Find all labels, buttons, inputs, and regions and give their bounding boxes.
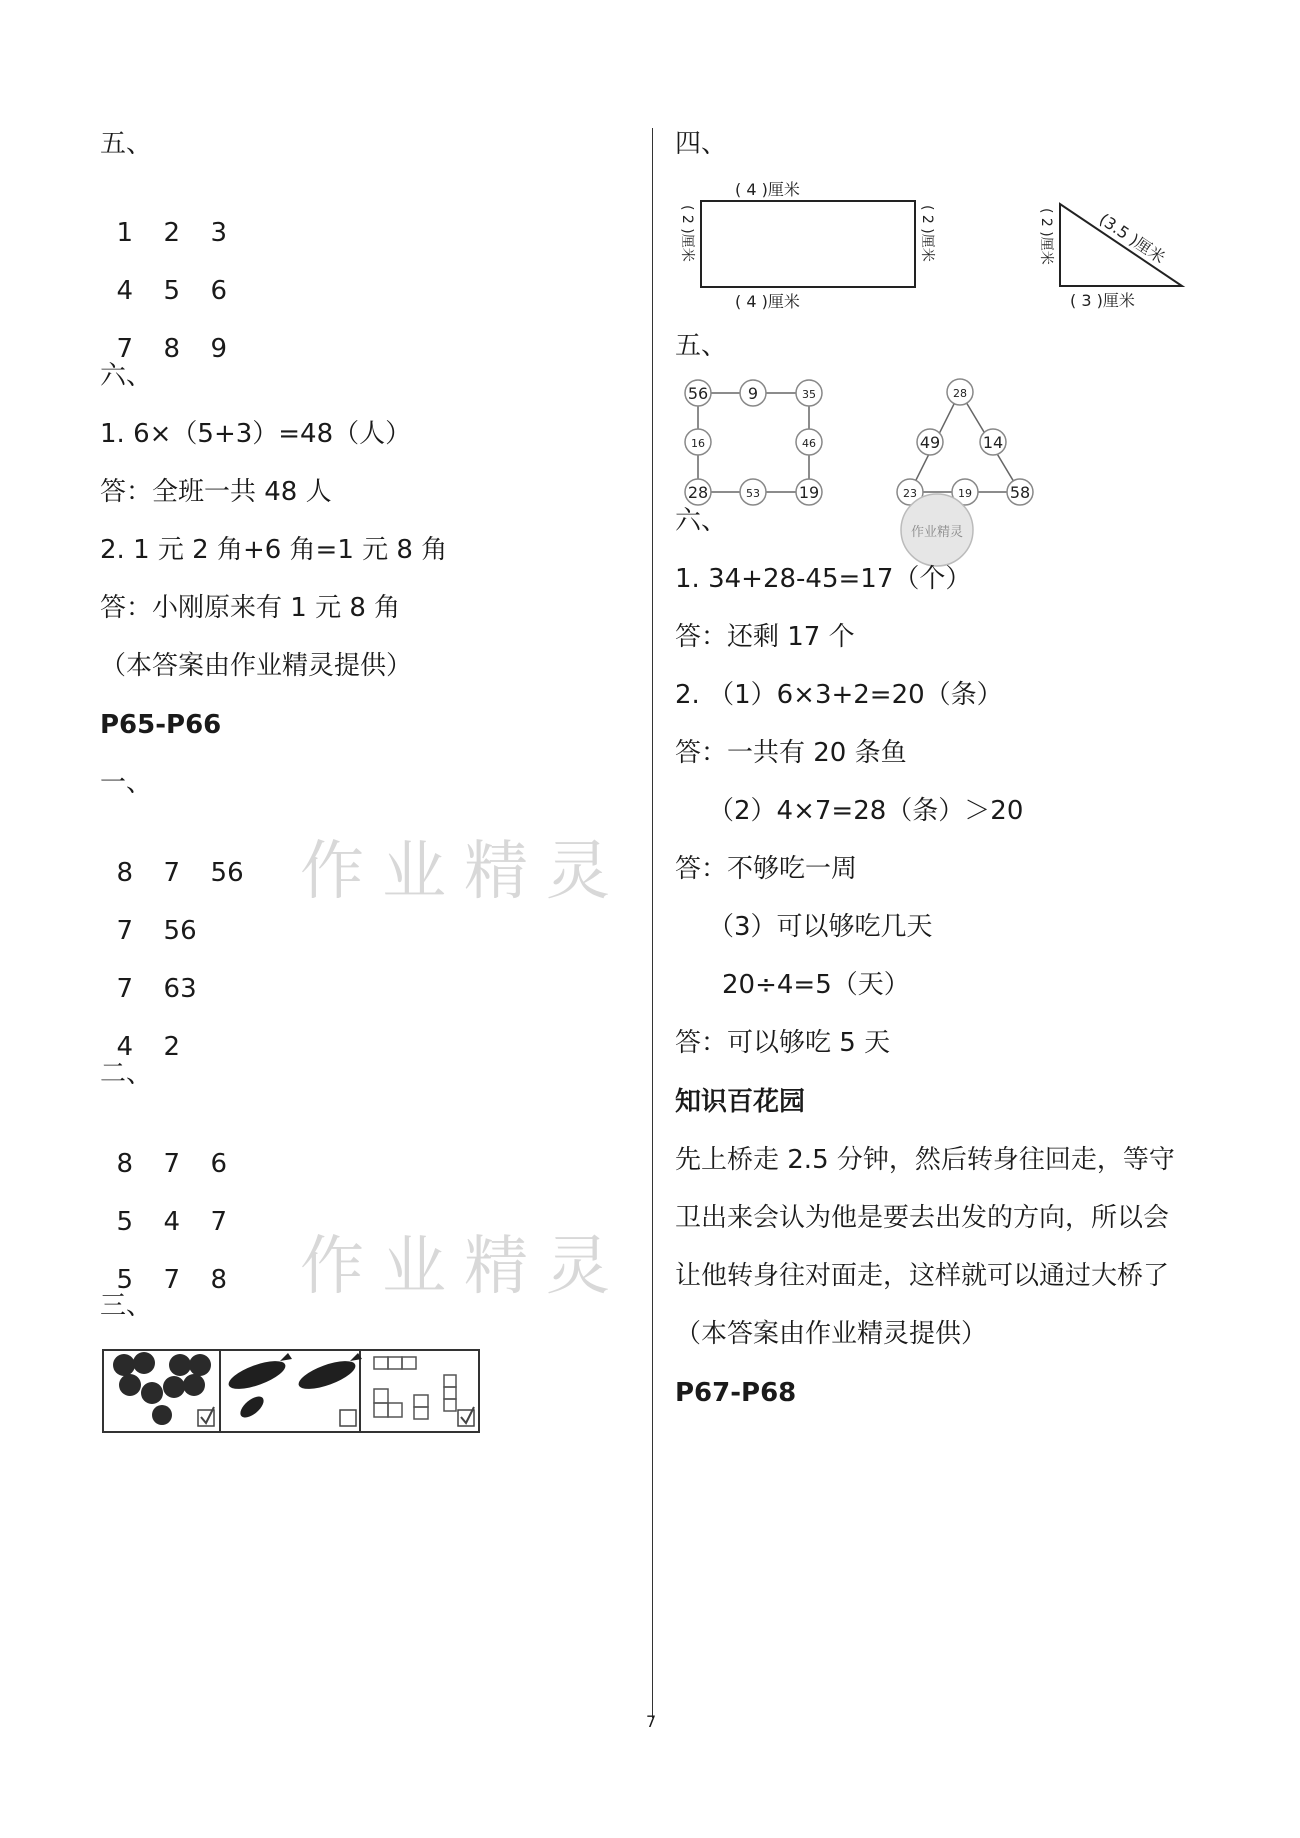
left-wu-row <box>100 301 227 365</box>
number-label: 19 <box>958 487 972 500</box>
cell: 3 <box>210 218 228 248</box>
zhishi-title: 知识百花园 <box>675 1087 806 1117</box>
left-wu-row <box>100 243 227 307</box>
answer-line: 答：可以够吃 5 天 <box>675 1028 891 1058</box>
answer-line: 1. 6×（5+3）=48（人） <box>100 419 412 449</box>
tri-hyp-label: (3.5 )厘米 <box>1095 209 1169 268</box>
left-yi-row <box>100 825 244 889</box>
answer-line: 1. 34+28-45=17（个） <box>675 564 972 594</box>
page-number: 7 <box>646 1712 657 1731</box>
left-yi-row <box>100 883 197 947</box>
triangle-figure <box>1030 190 1210 320</box>
strawberries-icon <box>113 1352 211 1425</box>
rect-right-label: ( 2 )厘米 <box>919 205 935 262</box>
number-label: 28 <box>687 483 709 502</box>
cell: 7 <box>163 1149 181 1179</box>
next-section-title: P67-P68 <box>675 1378 797 1408</box>
cell: 63 <box>163 974 197 1004</box>
answer-line: （2）4×7=28（条）＞20 <box>708 796 1024 826</box>
cell: 5 <box>116 1265 134 1295</box>
left-san-heading: 三、 <box>100 1291 153 1321</box>
cell: 4 <box>116 276 134 306</box>
cell: 9 <box>210 334 228 364</box>
rectangle-figure <box>675 175 945 315</box>
answer-line: 答：还剩 17 个 <box>675 622 855 652</box>
cell: 4 <box>163 1207 181 1237</box>
san-figure <box>102 1345 482 1435</box>
left-er-row <box>100 1174 227 1238</box>
cell: 7 <box>116 916 134 946</box>
answer-line: （3）可以够吃几天 <box>708 912 933 942</box>
cell: 8 <box>116 1149 134 1179</box>
answer-line: 答：不够吃一周 <box>675 854 858 884</box>
right-si-heading: 四、 <box>675 129 728 159</box>
cell: 8 <box>163 334 181 364</box>
left-wu-row <box>100 185 227 249</box>
answer-line: 2. 1 元 2 角+6 角=1 元 8 角 <box>100 535 448 565</box>
column-divider <box>652 128 653 1718</box>
cell: 56 <box>210 858 244 888</box>
left-er-heading: 二、 <box>100 1059 153 1089</box>
cell: 2 <box>163 218 181 248</box>
tri-bottom-label: ( 3 )厘米 <box>1070 291 1135 310</box>
left-yi-row <box>100 941 197 1005</box>
section-title: P65-P66 <box>100 710 222 740</box>
number-label: 49 <box>919 433 941 452</box>
stamp-text: 作业精灵 <box>910 525 964 540</box>
answer-line: 答：一共有 20 条鱼 <box>675 738 907 768</box>
left-yi-row <box>100 999 180 1063</box>
check-box <box>340 1410 356 1426</box>
left-yi-heading: 一、 <box>100 768 153 798</box>
cell: 5 <box>163 276 181 306</box>
number-label: 46 <box>802 437 816 450</box>
number-label: 16 <box>691 437 705 450</box>
number-label: 58 <box>1009 483 1031 502</box>
cell: 5 <box>116 1207 134 1237</box>
paragraph-line: 先上桥走 2.5 分钟，然后转身往回走，等守 <box>675 1145 1175 1175</box>
number-label: 23 <box>903 487 917 500</box>
number-label: 56 <box>687 384 709 403</box>
answer-line: 20÷4=5（天） <box>722 970 910 1000</box>
cell: 6 <box>210 1149 228 1179</box>
rect-left-label: ( 2 )厘米 <box>679 205 695 262</box>
answer-line: 2. （1）6×3+2=20（条） <box>675 680 1003 710</box>
cell: 1 <box>116 218 134 248</box>
number-label: 35 <box>802 388 816 401</box>
number-label: 53 <box>746 487 760 500</box>
cell: 7 <box>163 858 181 888</box>
cubes-icon <box>374 1357 456 1419</box>
rect-top-label: ( 4 )厘米 <box>735 180 800 199</box>
credit-line: （本答案由作业精灵提供） <box>675 1319 988 1349</box>
left-er-row <box>100 1116 227 1180</box>
paragraph-line: 让他转身往对面走，这样就可以通过大桥了 <box>675 1261 1170 1291</box>
cell: 7 <box>116 974 134 1004</box>
answer-line: 答：小刚原来有 1 元 8 角 <box>100 593 401 623</box>
cell: 7 <box>116 334 134 364</box>
right-liu-heading: 六、 <box>675 506 728 536</box>
watermark: 作业精灵 <box>300 835 628 909</box>
left-er-row <box>100 1232 227 1296</box>
square-frame <box>698 393 809 492</box>
triangle-shape <box>1060 204 1182 286</box>
watermark: 作业精灵 <box>300 1230 628 1304</box>
cell: 7 <box>163 1265 181 1295</box>
answer-line: 答：全班一共 48 人 <box>100 477 332 507</box>
cell: 7 <box>210 1207 228 1237</box>
right-wu-heading: 五、 <box>675 331 728 361</box>
cell: 8 <box>116 858 134 888</box>
rectangle-shape <box>701 201 915 287</box>
rect-bottom-label: ( 4 )厘米 <box>735 292 800 311</box>
cell: 6 <box>210 276 228 306</box>
cell: 56 <box>163 916 197 946</box>
number-puzzle-figure <box>675 370 1095 570</box>
left-wu-heading: 五、 <box>100 129 153 159</box>
number-label: 19 <box>798 483 820 502</box>
cell: 2 <box>163 1032 181 1062</box>
left-liu-heading: 六、 <box>100 361 153 391</box>
credit-line: （本答案由作业精灵提供） <box>100 651 413 681</box>
number-label: 9 <box>747 384 759 403</box>
paragraph-line: 卫出来会认为他是要去出发的方向，所以会 <box>675 1203 1170 1233</box>
number-label: 14 <box>982 433 1004 452</box>
carrots-icon <box>225 1353 362 1421</box>
number-label: 28 <box>953 387 967 400</box>
tri-left-label: ( 2 )厘米 <box>1038 208 1054 265</box>
stamp-seal <box>901 494 973 566</box>
cell: 4 <box>116 1032 134 1062</box>
cell: 8 <box>210 1265 228 1295</box>
